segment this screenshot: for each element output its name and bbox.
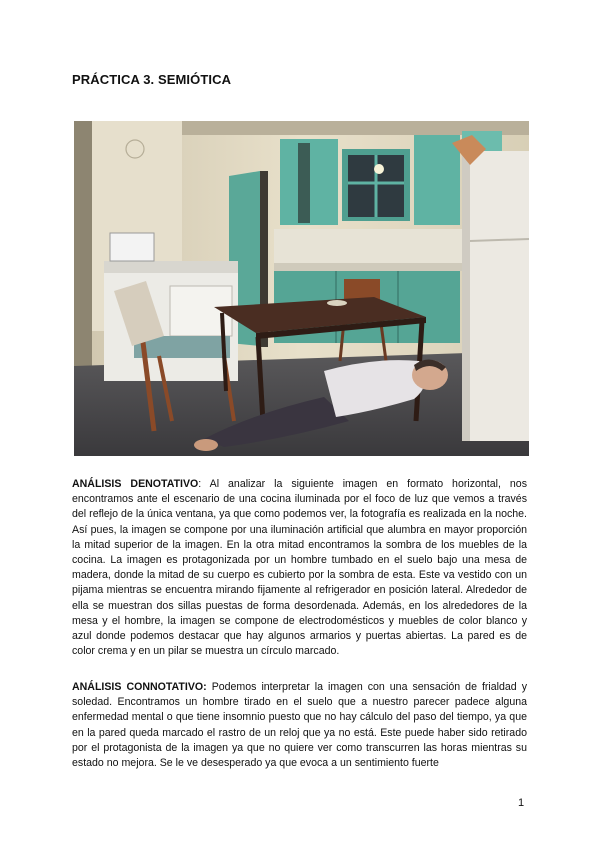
page-title: PRÁCTICA 3. SEMIÓTICA [72,72,232,87]
window-light [374,164,384,174]
denotative-body: Al analizar la siguiente imagen en formato horizontal, nos encontramos ante el escenario de una cocina iluminada por el foco de luz que vemos a través del reflejo de la única ventana, ya que como podemos ver, la fotografía es realizada en la noche. Así pues, la imagen se compone por una iluminación artificial que alumbra en mayor proporción la mitad superior de la imagen. En la otra mitad encontramos la sombra de los muebles de la cocina. La imagen es protagonizada por un hombre tumbado en el suelo bajo una mesa de madera, donde la mitad de su cuerpo es cubierto por la sombra de esta. Este va vestido con un pijama mientras se encuentra mirando fijamente al refrigerador en posición lateral. Alrededor de ella se muestran dos sillas puestas de forma desordenada. Además, en los alrededores de la mesa y el hombre, la imagen se compone de electrodomésticos y muebles de color blanco y azul donde podemos destacar que hay algunos armarios y puertas abiertas. La pared es de color crema y en un pilar se muestra un círculo marcado. [72,478,527,658]
connotative-heading-colon: : [203,681,207,693]
kitchen-photograph [74,121,529,456]
refrigerator [462,151,529,441]
upper-cabinet-right [414,135,460,225]
connotative-analysis-paragraph [72,680,527,771]
page-number: 1 [518,797,525,809]
microwave [110,233,154,261]
connotative-heading: ANÁLISIS CONNOTATIVO [72,681,204,693]
denotative-heading: ANÁLISIS DENOTATIVO [72,478,199,490]
connotative-body: Podemos interpretar la imagen con una sensación de frialdad y soledad. Encontramos un hombre tirado en el suelo que a nuestro parecer padece alguna enfermedad mental o que tiene insomnio puesto que no hay cálculo del paso del tiempo, ya que en la pared queda marcado el rastro de un reloj que ya no está. Este puede haber sido retirado por el protagonista de la imagen ya que no quiere ver como transcurren las horas mientras su estado no mejora. Se le ve desesperado ya que evoca a un sentimiento fuerte [72,681,527,770]
denotative-heading-colon: : [198,478,202,490]
kitchen-scene-illustration [74,121,529,456]
man-foot [194,439,218,451]
denotative-analysis-paragraph [72,477,527,659]
